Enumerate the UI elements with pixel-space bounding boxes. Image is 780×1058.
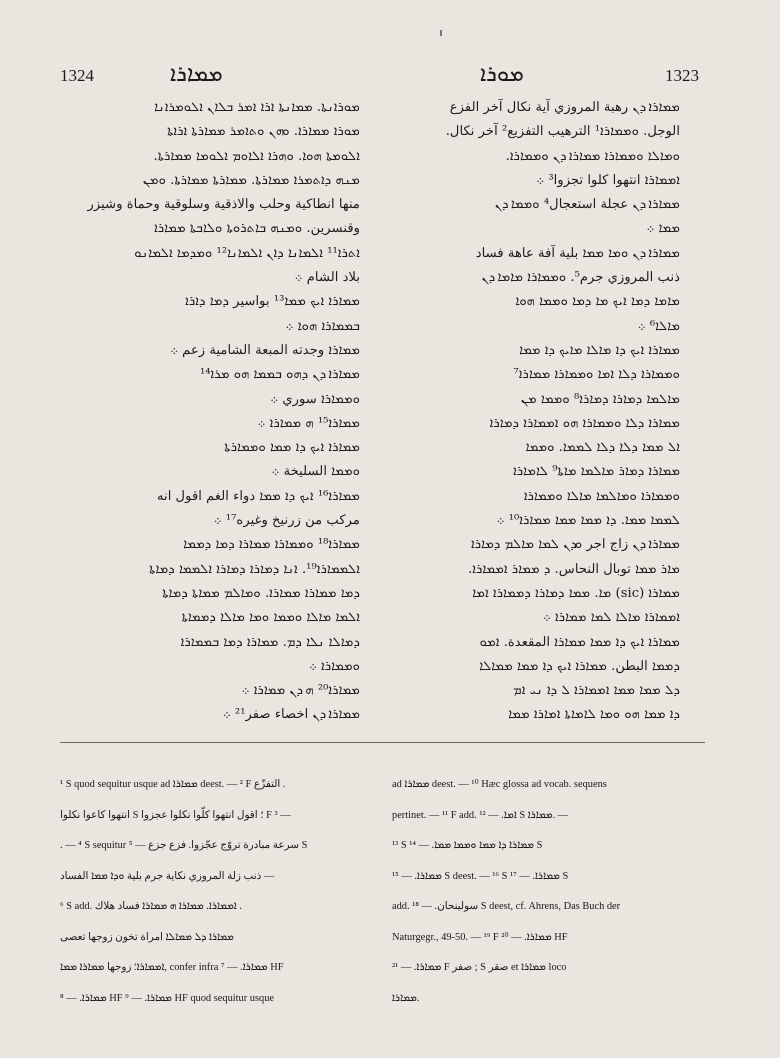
text-line: وقنسرين. ܘܡܢܗ ܒܐܬܪܘܬܐ ܘܠܐܒܬܐ ܡܡܐܪܐ — [154, 221, 360, 237]
footnote-line: ܡܡܐܪܐ ܕܠ ܡܡܐܠܐ امراة تخون زوجها تعصى — [60, 931, 234, 943]
text-line: ܡܐܠܡܐ ܕܡܐܪܐ ܕܡܐܪܐ⁸ ܘܡܡܐ ܡܢ — [520, 391, 680, 407]
footnote-line: Naturgegr., 49-50. — ¹⁹ F ܡܡܐܪܐ. — ²⁰ HF — [392, 931, 568, 943]
text-line: ܘܡܡܐܪܐ ܀ — [308, 658, 360, 674]
text-line: ܡܡܐ ܀ — [646, 221, 680, 237]
text-line: منها انطاكية وحلب والاذقية وسلوقية وحماة وشيزر — [87, 197, 360, 213]
text-line: ܡܡܐܪܐ ܕܠܐ ܘܡܡܐܪܐ ܗܘ ܐܡܡܐܪܐ ܕܡܐܪܐ — [489, 415, 680, 431]
text-line: ܡܡܐܪܐ¹⁵ ܗ ܡܡܐܪܐ ܀ — [257, 415, 360, 431]
text-line: ܡܡܐܪܐ ܕܢ رهبة المروزي آية نكال آخر الفزع — [449, 100, 680, 115]
right-footnotes — [392, 765, 692, 1004]
text-line: ܡܡܐܪܐ ܐܝܟ ܕܐ ܡܡܐ ܡܡܐܪܐ المقعدة. ܐܡܘ — [479, 634, 680, 650]
text-line: ܘܡܐܠܐ ܘܡܡܐܪܐ ܡܡܐܪܐ ܕܢ ܘܡܡܐܪܐ. — [505, 148, 680, 164]
footnote-separator — [60, 742, 705, 743]
text-line: ܐܡܡܐܪܐ انتهوا كلوا تجزوا³ ܀ — [536, 172, 680, 188]
text-line: ܡܡܐܪܐ ܕܢ ܕܗܘ ܒܡܡܐ ܗܘ ܡܪܐ¹⁴ — [199, 367, 360, 383]
right-text-column — [380, 96, 680, 723]
text-line: ܡܘܪܐܢܬܐ. ܡܡܐܢܬܐ ܐܪܐ ܐܡܪ ܒܠܐܢ ܐܠܘܡܪܐܢܐ — [154, 100, 360, 115]
text-line: ܐܠܡܐ ܡܐܠܐ ܘܡܡܐ ܘܡܐ ܡܐܠܐ ܕܡܡܐܬܐ — [181, 610, 360, 626]
text-line: ܕܡܐ ܡܡܐܪܐ ܡܡܐܪܐ. ܘܡܐܠܡ ܡܡܐܬܐ ܕܡܐܬܐ — [162, 585, 360, 601]
text-line: ܡܢܗ ܕܐܬܡܪܐ ܡܡܐܪܬܐ. ܡܡܐܪܬܐ ܡܡܐܪܬܐ. ܘܡܢ — [142, 172, 360, 188]
text-line: الوجل. ܘܡܡܐܪܐ¹ الترهيب التفزيع² آخر نكال. — [445, 124, 680, 140]
left-running-head: ܡܡܐܪܐ — [170, 62, 223, 87]
text-line: ܡܡܐܪܐ ܕܢ عجلة استعجال⁴ ܘܡܡܐ ܕܢ — [494, 197, 680, 213]
text-line: ܡܡܐܪܐ ܕܢ ܘܡܐ ܡܡܐ بلية آفة عاهة فساد — [475, 245, 680, 261]
text-line: ܘܡܡܐܪܐ ܕܠܐ ܐܡܐ ܘܡܡܐܪܐ ܡܡܐܪܐ⁷ — [513, 367, 680, 383]
text-line: ܐܡܡܐܪܐ ܡܐܠܐ ܠܡܐ ܡܡܐܪܐ ܀ — [542, 610, 680, 626]
footnote-line: ⁶ S add. ܐܡܡܐܪܐ. ܡܡܐܪܐ ܗ ܡܡܐܪܐ فساد هلاك . — [60, 901, 242, 913]
footnote-line: ¹ S quod sequitur usque ad ܡܡܐܪܐ deest. — ² F التفزّع . — [60, 779, 286, 791]
right-page-number: 1323 — [665, 66, 699, 85]
footnote-line: انتهوا كاعوا نكلوا S ؛ اقول انتهوا كلّوا نكلوا عجزوا F ³ — — [60, 809, 291, 821]
text-line: ܡܡܐܪܐ ܕܢ زاج اجر ܘܕܢ ܠܡܐ ܡܐܠܡ ܕܡܐܪܐ — [471, 537, 680, 553]
text-line: ܡܡܐܪܐ¹⁶ ܐܝܟ ܕܐ ܡܡܐ دواء الغم اقول انه — [156, 488, 360, 504]
left-footnotes — [60, 765, 370, 1004]
text-line: ܡܡܐܪܐ ܕܢ اخصاء صفر²¹ ܀ — [222, 707, 360, 723]
footnote-line: ܡܡܐܪܐ. — ²¹ F صفر ; S صقر et ܡܡܐܪܐ loco — [392, 962, 567, 974]
footnote-line: ܡܡܐܪܐ. — ¹⁵ S deest. — ¹⁶ S ܡܡܐܪܐ. — ¹⁷ S — [392, 870, 569, 882]
text-line: ܘܡܡܐܪܐ ܘܡܐܠܡܐ ܡܐܠܐ ܘܡܡܐܪܐ — [523, 488, 680, 504]
footnote-line: ܐܡܡܐܪܐ؛ زوجها ܡܡܐܪܐ ܡܡܐ, confer infra ܡܡܐܪܐ. — ⁷ HF — [60, 962, 284, 974]
text-line: ܡܡܐܪܐ ܐܝܟ ܕܐ ܡܡܐ ܘܡܡܐܪܬܐ — [224, 440, 360, 456]
footnote-line: ܡܡܐܪܐ. — [392, 992, 420, 1004]
text-line: ܐܬܪܐ¹¹ ܐܠܡܐܢܐ ܕܐܢ ܐܠܡܐܢܐ¹² ܘܡܕܡܐ ܐܠܡܐܢܘ — [134, 245, 360, 261]
footnote-line: ad ܡܡܐܪܐ deest. — ¹⁰ Hæc glossa ad vocab. sequens — [392, 779, 607, 791]
text-line: ܐܠܡܡܐܪܐ¹⁹. ܐܢܐ ܕܡܐܪܐ ܕܡܐܪܐ ܐܠܡܡܐ ܕܡܐܬܐ — [149, 561, 360, 577]
left-page-number: 1324 — [60, 66, 94, 85]
text-line: ܡܡܐܪܐ¹⁸ ܘܡܡܐܪܐ ܡܡܐܪܐ ܕܡܐ ܕܡܡܐ — [183, 537, 360, 553]
text-line: ܡܡܐܪܐ ܕܡܐܪ ܡܐܠܡܐ ܡܐܬܐ⁹ ܠܐܡܐܪܐ — [513, 464, 680, 480]
text-line: ܠܡܡܐ ܡܡܐ. ܕܐ ܡܡܐ ܡܡܐ ܡܡܐܪܐ¹⁰ ܀ — [496, 513, 680, 529]
right-running-head: ܡܘܪܐ — [480, 62, 524, 87]
footnote-line: add. سولينحان. — ¹⁸ S deest, cf. Ahrens, Das Buch der — [392, 901, 621, 913]
text-line: ܕܐ ܡܡܐ ܗܘ ܘܡܐ ܠܐܡܐܬܐ ܐܡܐܪܐ ܡܡܐ — [508, 707, 680, 723]
footnote-line: ¹³ S ܡܡܐܪܐ ܕܐ ܡܡܐ ܘܡܡܐ ܡܡܐ. — ¹⁴ S — [392, 840, 543, 852]
text-line: ܒܡܡܐܪܐ ܗܘܐ ܀ — [285, 318, 360, 334]
text-line: ܡܡܐܪܐ ܐܝܟ ܡܡܐ¹³ بواسير ܕܡܐ ܕܐܪܐ — [185, 294, 360, 310]
text-line: ܘܡܡܐ السليخة ܀ — [271, 464, 360, 480]
text-line: ܡܘܪܐ ܡܡܐܪܐ. ܘܗܢ ܘܬܐܡܪ ܡܡܐܪܬܐ ܐܪܐܬܐ — [167, 124, 360, 140]
left-text-column — [60, 96, 360, 723]
text-line: ܡܐܠܐ⁶ ܀ — [637, 318, 680, 334]
text-line: ܡܡܐܪܐ وجدته المبعة الشامية زعم ܀ — [170, 342, 360, 358]
text-line: مركب من زرنيخ وغيره¹⁷ ܀ — [213, 513, 360, 529]
footnote-line: ܡܡܐܪܐ. — ⁸ HF ܡܡܐܪܐ. — ⁹ HF quod sequitur usque — [60, 992, 275, 1004]
text-line: ܡܡܐܪܐ ܐܝܟ ܕܐ ܡܐܠܐ ܡܐܝܟ ܕܐ ܡܡܐ — [519, 342, 680, 358]
text-line: ܐܠ ܡܡܐ ܕܠܐ ܕܠܐ ܠܡܡܐ. ܘܡܡܐ — [525, 440, 680, 456]
footnote-line: . — ⁴ S sequitur سرعة مبادرة تروّج عجّزوا. فزع جزع — ⁵ S — [60, 840, 308, 852]
text-line: ܡܡܐܪܐ (sic) ܡܐ. ܡܡܐ ܕܡܐܪܐ ܕܡܡܐܪܐ ܐܡܐ — [472, 585, 680, 601]
text-line: ܕܠ ܡܡܐ ܡܡܐ ܐܡܡܐܪܐ ܠ ܕܐ ܢܝ ܐܡ — [513, 683, 680, 699]
footnote-line: ذنب زلة المروزي نكاية جرم بلية ܘܕܐ ܡܡܐ الفساد — — [60, 870, 275, 882]
print-speck — [440, 30, 442, 36]
text-line: ܕܡܡܐ البطن. ܡܡܐܪܐ ܐܝܟ ܕܐ ܡܡܐ ܡܡܐܠܐ — [479, 658, 680, 674]
text-line: ܐܠܘܡܬܐ ܗܘܐ. ܘܗܪܐ ܐܠܐܘܡ ܐܠܘܡܐ ܡܡܐܪܬܐ. — [153, 148, 360, 164]
text-line: ܡܐܪ ܡܡܐ توبال النحاس. ܕ ܡܡܐܪ ܐܡܡܐܪܐ. — [468, 561, 680, 577]
text-line: ܡܡܐܪܐ²⁰ ܗ ܕܢ ܡܡܐܪܐ ܀ — [241, 683, 360, 699]
text-line: بلاد الشام ܀ — [294, 270, 360, 286]
text-line: ذنب المروزي جرم⁵. ܘܡܡܐܪܐ ܡܐܡܐ ܕܢ — [481, 270, 680, 286]
text-line: ܕܡܐܠܐ ܢܠܐ ܕܡ. ܡܡܐܪܐ ܕܡܐ ܒܡܡܐܪܐ — [180, 634, 360, 650]
text-line: ܘܡܡܐܪܐ سوري ܀ — [270, 391, 360, 407]
footnote-line: pertinet. — ¹¹ F add. ܐܡܐ. — ¹² S ܡܡܐܪܐ. — — [392, 809, 569, 821]
text-line: ܡܐܡܐ ܕܡܐ ܐܝܟ ܡܐ ܕܡܐ ܘܡܡܐ ܗܘܐ — [515, 294, 680, 310]
